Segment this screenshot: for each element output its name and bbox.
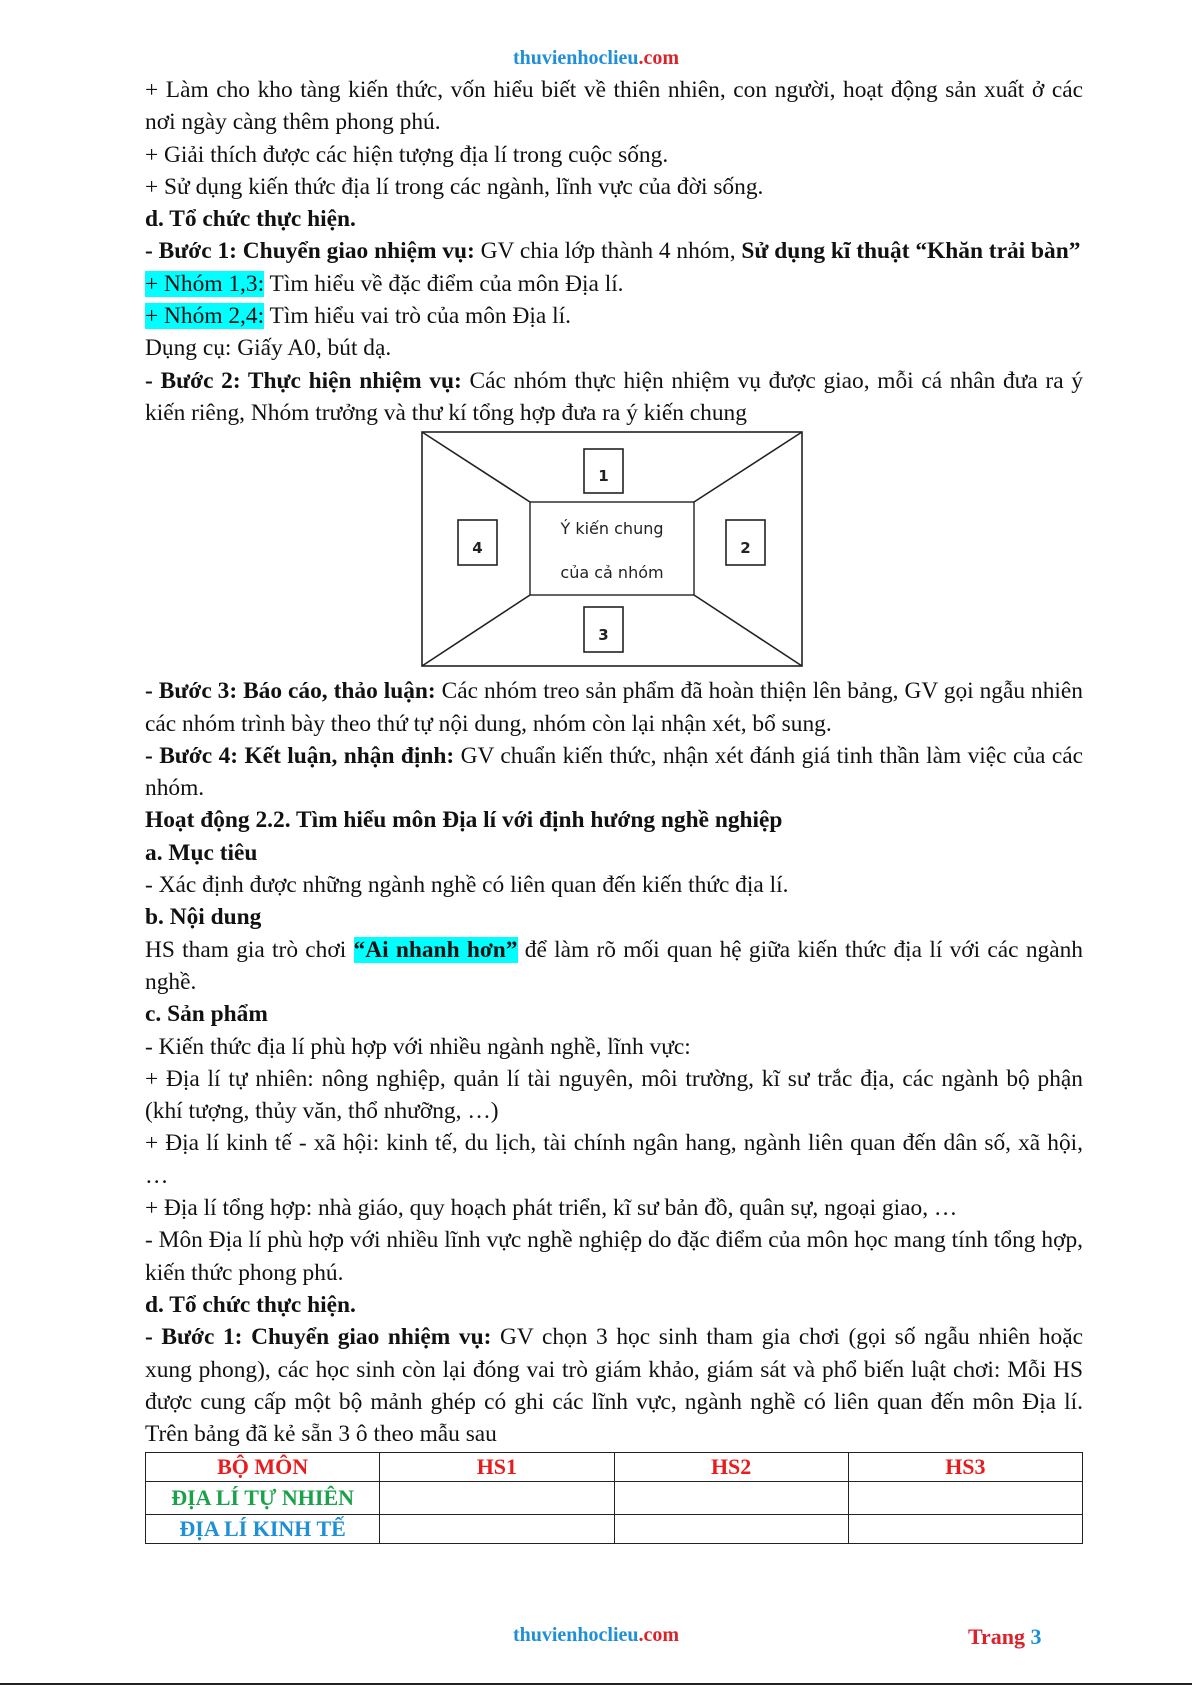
tablecloth-diagram (421, 431, 803, 667)
activity-heading: Hoạt động 2.2. Tìm hiểu môn Địa lí với định hướng nghề nghiệp (145, 807, 783, 834)
game-name-highlight: “Ai nhanh hơn” (353, 936, 518, 963)
group-13-line: + Nhóm 1,3: Tìm hiểu về đặc điểm của môn Địa lí. (145, 270, 624, 297)
table-row-label: ĐỊA LÍ KINH TẾ (146, 1515, 380, 1544)
step-2-paragraph: - Bước 2: Thực hiện nhiệm vụ: Các nhóm thực hiện nhiệm vụ được giao, mỗi cá nhân đưa ra ý kiến riêng, Nhóm trưởng và thư kí tổng hợp đưa ra ý kiến chung (145, 367, 1083, 426)
paragraph: + Địa lí tự nhiên: nông nghiệp, quản lí tài nguyên, môi trường, kĩ sư trắc địa, các ngành bộ phận (khí tượng, thủy văn, thổ nhưỡng, …) (145, 1065, 1083, 1125)
paragraph: + Làm cho kho tàng kiến thức, vốn hiểu biết về thiên nhiên, con người, hoạt động sản xuất ở các nơi ngày càng thêm phong phú. (145, 77, 1083, 136)
paragraph: + Địa lí kinh tế - xã hội: kinh tế, du lịch, tài chính ngân hang, ngành liên quan đến dân số, xã hội, … (145, 1130, 1083, 1189)
step-4-paragraph: - Bước 4: Kết luận, nhận định: GV chuẩn kiến thức, nhận xét đánh giá tinh thần làm việc của các nhóm. (145, 742, 1083, 802)
table-header-cell: HS2 (614, 1453, 848, 1482)
paragraph: + Địa lí tổng hợp: nhà giáo, quy hoạch phát triển, kĩ sư bản đồ, quân sự, ngoại giao, … (145, 1195, 958, 1222)
content-paragraph: HS tham gia trò chơi “Ai nhanh hơn” để làm rõ mối quan hệ giữa kiến thức địa lí với các ngành nghề. (145, 936, 1083, 995)
table-cell (848, 1482, 1082, 1515)
step-1-paragraph: - Bước 1: Chuyển giao nhiệm vụ: GV chia lớp thành 4 nhóm, Sử dụng kĩ thuật “Khăn trải bàn” (145, 238, 1081, 265)
paragraph: - Kiến thức địa lí phù hợp với nhiều ngành nghề, lĩnh vực: (145, 1033, 691, 1060)
table-row-label: ĐỊA LÍ TỰ NHIÊN (146, 1482, 380, 1515)
center-label-line1: Ý kiến chung (560, 519, 664, 539)
group-24-highlight: + Nhóm 2,4: (145, 303, 265, 330)
box-1-label: 1 (598, 467, 609, 486)
table-header-cell: BỘ MÔN (146, 1453, 380, 1482)
section-heading: d. Tổ chức thực hiện. (145, 1291, 356, 1318)
page-number: Trang 3 (968, 1624, 1042, 1649)
group-13-highlight: + Nhóm 1,3: (145, 270, 265, 297)
table-header-cell: HS3 (848, 1453, 1082, 1482)
table-cell (614, 1515, 848, 1544)
paragraph: + Sử dụng kiến thức địa lí trong các ngành, lĩnh vực của đời sống. (145, 173, 764, 200)
step-3-paragraph: - Bước 3: Báo cáo, thảo luận: Các nhóm treo sản phẩm đã hoàn thiện lên bảng, GV gọi ngẫu nhiên các nhóm trình bày theo thứ tự nội dung, nhóm còn lại nhận xét, bổ sung. (145, 678, 1083, 737)
document-body (145, 74, 1083, 1544)
group-24-line: + Nhóm 2,4: Tìm hiểu vai trò của môn Địa lí. (145, 303, 571, 330)
table-row (146, 1482, 1083, 1515)
box-4-label: 4 (472, 539, 483, 558)
paragraph: - Xác định được những ngành nghề có liên quan đến kiến thức địa lí. (145, 872, 789, 899)
paragraph: Dụng cụ: Giấy A0, bút dạ. (145, 335, 392, 362)
step-1-paragraph: - Bước 1: Chuyển giao nhiệm vụ: GV chọn 3 học sinh tham gia chơi (gọi số ngẫu nhiên hoặc xung phong), các học sinh còn lại đóng vai trò giám khảo, giám sát và phổ biến luật chơi: Mỗi HS được cung cấp một bộ mảnh ghép có ghi các lĩnh vực, ngành nghề có liên quan đến môn Địa lí. Trên bảng đã kẻ sẵn 3 ô theo mẫu sau (145, 1324, 1083, 1448)
section-heading: d. Tổ chức thực hiện. (145, 206, 356, 233)
footer-site-name: thuvienhoclieu.com (512, 1624, 680, 1646)
paragraph: - Môn Địa lí phù hợp với nhiều lĩnh vực nghề nghiệp do đặc điểm của môn học mang tính tổng hợp, kiến thức phong phú. (145, 1227, 1083, 1286)
paragraph: + Giải thích được các hiện tượng địa lí trong cuộc sống. (145, 141, 669, 168)
box-2-label: 2 (740, 539, 751, 558)
table-cell (380, 1515, 614, 1544)
table-header-row (146, 1453, 1083, 1482)
table-cell (848, 1515, 1082, 1544)
box-3-label: 3 (598, 626, 609, 645)
header-site-name: thuvienhoclieu.com (512, 47, 680, 69)
center-label-line2: của cả nhóm (560, 563, 664, 583)
table-cell (614, 1482, 848, 1515)
section-heading: b. Nội dung (145, 904, 262, 931)
table-header-cell: HS1 (380, 1453, 614, 1482)
table-row (146, 1515, 1083, 1544)
section-heading: a. Mục tiêu (145, 839, 258, 866)
table-cell (380, 1482, 614, 1515)
section-heading: c. Sản phẩm (145, 1001, 268, 1028)
game-table (145, 1452, 1083, 1544)
